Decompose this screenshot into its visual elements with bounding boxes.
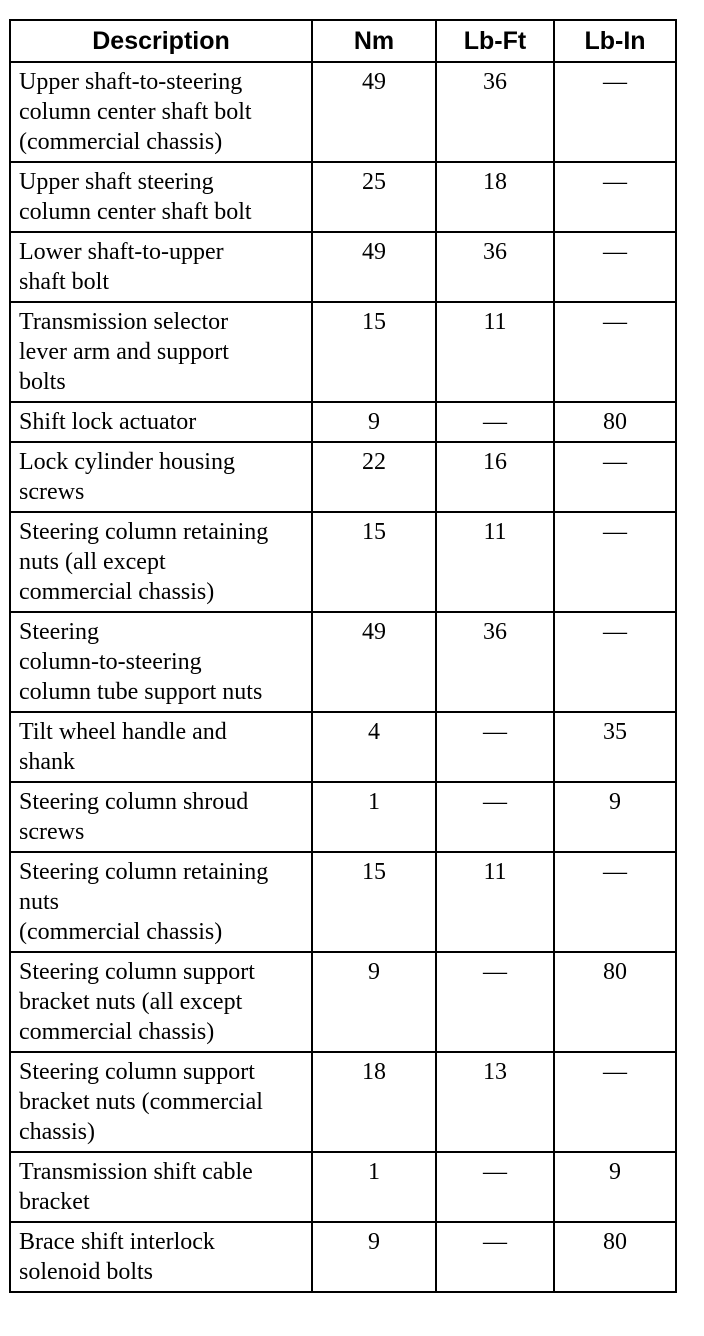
table-row xyxy=(10,402,676,442)
cell-description xyxy=(10,232,312,302)
cell-lb-ft: 11 xyxy=(436,302,554,402)
cell-lb-in: 9 xyxy=(554,1152,676,1222)
description-line: Lock cylinder housing xyxy=(19,449,235,475)
cell-description xyxy=(10,852,312,952)
cell-lb-ft: 18 xyxy=(436,162,554,232)
cell-lb-ft: — xyxy=(436,1222,554,1292)
cell-nm: 4 xyxy=(312,712,436,782)
description-line: Lower shaft-to-upper xyxy=(19,239,224,265)
cell-description xyxy=(10,1052,312,1152)
cell-nm: 49 xyxy=(312,62,436,162)
cell-nm: 9 xyxy=(312,1222,436,1292)
description-line: Steering column retaining xyxy=(19,859,269,885)
cell-description xyxy=(10,402,312,442)
description-line: Steering column retaining xyxy=(19,519,269,545)
description-line: Brace shift interlock xyxy=(19,1229,215,1255)
cell-nm: 15 xyxy=(312,302,436,402)
table-body xyxy=(10,62,676,1292)
table-header-row xyxy=(10,20,676,62)
cell-description xyxy=(10,162,312,232)
table-row xyxy=(10,1222,676,1292)
description-line: screws xyxy=(19,819,85,845)
header-lb-in: Lb-In xyxy=(554,20,676,62)
table-row xyxy=(10,782,676,852)
description-line: commercial chassis) xyxy=(19,1019,215,1045)
cell-lb-in: — xyxy=(554,612,676,712)
description-line: Shift lock actuator xyxy=(19,409,197,435)
cell-nm: 9 xyxy=(312,952,436,1052)
cell-lb-ft: 36 xyxy=(436,612,554,712)
description-line: Steering column shroud xyxy=(19,789,249,815)
cell-lb-in: 35 xyxy=(554,712,676,782)
description-line: bracket nuts (all except xyxy=(19,989,243,1015)
description-line: Upper shaft-to-steering xyxy=(19,69,243,95)
cell-lb-in: 80 xyxy=(554,1222,676,1292)
cell-nm: 15 xyxy=(312,852,436,952)
table-row xyxy=(10,512,676,612)
cell-lb-in: — xyxy=(554,442,676,512)
description-line: solenoid bolts xyxy=(19,1259,154,1285)
cell-nm: 1 xyxy=(312,1152,436,1222)
description-line: column center shaft bolt xyxy=(19,99,252,125)
cell-lb-in: — xyxy=(554,1052,676,1152)
description-line: Steering xyxy=(19,619,99,645)
table-row xyxy=(10,232,676,302)
cell-lb-in: 9 xyxy=(554,782,676,852)
cell-nm: 15 xyxy=(312,512,436,612)
description-line: shank xyxy=(19,749,75,775)
description-line: column center shaft bolt xyxy=(19,199,252,225)
description-line: column tube support nuts xyxy=(19,679,263,705)
cell-description xyxy=(10,712,312,782)
description-line: Transmission selector xyxy=(19,309,229,335)
cell-lb-ft: 36 xyxy=(436,232,554,302)
cell-description xyxy=(10,1222,312,1292)
cell-lb-ft: — xyxy=(436,952,554,1052)
description-line: shaft bolt xyxy=(19,269,109,295)
cell-lb-ft: 11 xyxy=(436,852,554,952)
cell-lb-ft: — xyxy=(436,1152,554,1222)
cell-lb-ft: 36 xyxy=(436,62,554,162)
cell-lb-in: — xyxy=(554,162,676,232)
table-row xyxy=(10,62,676,162)
cell-lb-in: — xyxy=(554,852,676,952)
table-row xyxy=(10,162,676,232)
description-line: lever arm and support xyxy=(19,339,229,365)
description-line: nuts (all except xyxy=(19,549,166,575)
description-line: Upper shaft steering xyxy=(19,169,214,195)
description-line: bracket xyxy=(19,1189,90,1215)
description-line: Transmission shift cable xyxy=(19,1159,253,1185)
cell-description xyxy=(10,512,312,612)
description-line: Steering column support xyxy=(19,1059,255,1085)
table-row xyxy=(10,302,676,402)
description-line: bracket nuts (commercial xyxy=(19,1089,263,1115)
cell-lb-ft: — xyxy=(436,402,554,442)
table-row xyxy=(10,612,676,712)
cell-description xyxy=(10,442,312,512)
cell-lb-ft: 16 xyxy=(436,442,554,512)
torque-specifications-table xyxy=(9,19,677,1293)
table-row xyxy=(10,1052,676,1152)
description-line: nuts xyxy=(19,889,60,915)
description-line: screws xyxy=(19,479,85,505)
cell-lb-in: — xyxy=(554,232,676,302)
cell-nm: 18 xyxy=(312,1052,436,1152)
header-lb-ft: Lb-Ft xyxy=(436,20,554,62)
cell-lb-in: 80 xyxy=(554,402,676,442)
cell-nm: 25 xyxy=(312,162,436,232)
table-row xyxy=(10,952,676,1052)
cell-description xyxy=(10,952,312,1052)
cell-nm: 49 xyxy=(312,612,436,712)
cell-lb-ft: 13 xyxy=(436,1052,554,1152)
cell-lb-ft: 11 xyxy=(436,512,554,612)
description-line: Tilt wheel handle and xyxy=(19,719,227,745)
cell-description xyxy=(10,612,312,712)
cell-description xyxy=(10,1152,312,1222)
cell-nm: 1 xyxy=(312,782,436,852)
header-nm: Nm xyxy=(312,20,436,62)
cell-nm: 9 xyxy=(312,402,436,442)
description-line: commercial chassis) xyxy=(19,579,215,605)
header-description: Description xyxy=(10,20,312,62)
cell-lb-ft: — xyxy=(436,782,554,852)
description-line: (commercial chassis) xyxy=(19,129,223,155)
table-row xyxy=(10,852,676,952)
cell-nm: 49 xyxy=(312,232,436,302)
description-line: column-to-steering xyxy=(19,649,202,675)
description-line: bolts xyxy=(19,369,66,395)
table-row xyxy=(10,712,676,782)
description-line: (commercial chassis) xyxy=(19,919,223,945)
cell-description xyxy=(10,302,312,402)
cell-lb-in: — xyxy=(554,302,676,402)
cell-description xyxy=(10,62,312,162)
cell-lb-in: 80 xyxy=(554,952,676,1052)
description-line: Steering column support xyxy=(19,959,255,985)
cell-lb-in: — xyxy=(554,512,676,612)
cell-lb-in: — xyxy=(554,62,676,162)
table-row xyxy=(10,442,676,512)
table-row xyxy=(10,1152,676,1222)
cell-nm: 22 xyxy=(312,442,436,512)
cell-lb-ft: — xyxy=(436,712,554,782)
description-line: chassis) xyxy=(19,1119,95,1145)
cell-description xyxy=(10,782,312,852)
